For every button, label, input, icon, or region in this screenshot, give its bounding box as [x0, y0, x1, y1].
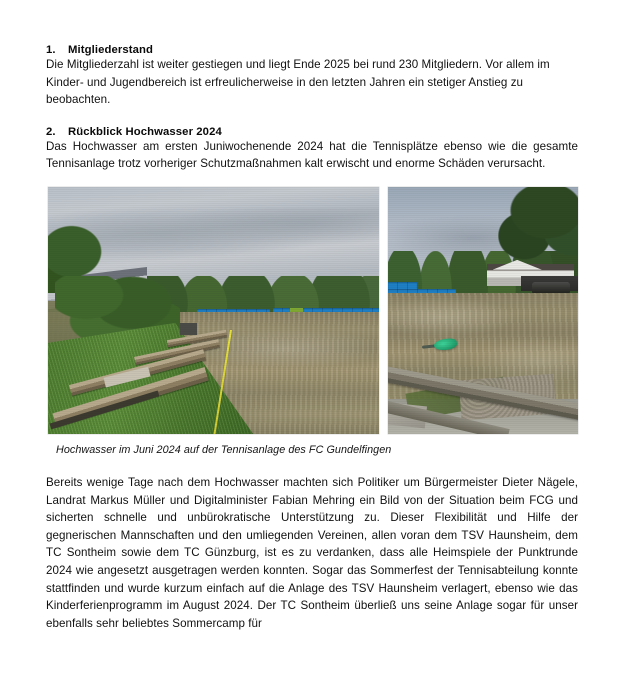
section-2-paragraph-2: Bereits wenige Tage nach dem Hochwasser machten sich Politiker um Bürgermeister Dieter Nägele, Landrat Markus Müller und Digitalminister Fabian Mehring ein Bild von der Situation beim FCG und sicherten schnelle und unbürokratische Unterstützung zu. Dieser Flexibilität und Hilfe der gegnerischen Mannschaften und den umliegenden Vereinen, allen voran dem TSV Haunsheim, dem TC Sontheim sowie dem TC Günzburg, ist es zu verdanken, dass alle Heimspiele der Punktrunde 2024 wie angesetzt ausgetragen werden konnten. Sogar das Sommerfest der Tennisabteilung konnte stattfinden und wurde kurzum einfach auf die Anlage des TSV Haunsheim verlagert, ebenso wie das Kinderferienprogramm im August 2024. Der TC Sontheim überließ uns seine Anlage sogar für unser ebenfalls sehr beliebtes Sommercamp für — [46, 475, 578, 630]
section-heading-2 — [46, 126, 578, 138]
blue-barrier-fence-segment-2 — [388, 282, 417, 289]
section-2-paragraph-1: Das Hochwasser am ersten Juniwochenende 2024 hat die Tennisplätze ebenso wie die gesamte Tennisanlage trotz vorheriger Schutzmaßnahmen kalt erwischt und enorme Schäden verursacht. — [46, 139, 578, 171]
flood-photo-left — [48, 187, 379, 434]
section-number-1: 1. — [46, 44, 56, 56]
figure-caption: Hochwasser im Juni 2024 auf der Tennisanlage des FC Gundelfingen — [56, 443, 392, 456]
section-spacer-1 — [46, 109, 578, 126]
section-title-1: Mitgliederstand — [68, 44, 153, 56]
document-page — [46, 0, 578, 675]
caption-spacer — [46, 456, 578, 474]
section-title-2: Rückblick Hochwasser 2024 — [68, 125, 222, 138]
section-1-paragraph-1: Die Mitgliederzahl ist weiter gestiegen und liegt Ende 2025 bei rund 230 Mitgliedern. Vor allem im Kinder- und Jugendbereich ist erfreulicherweise in den letzten Jahren ein stetiger Anstieg zu beobachten. — [46, 58, 550, 107]
flood-figure — [46, 187, 578, 435]
section-heading-1 — [46, 44, 578, 56]
page-top-spacer — [46, 0, 578, 44]
section-number-2: 2. — [46, 125, 56, 138]
large-tree — [498, 187, 578, 271]
court-equipment — [180, 323, 197, 335]
flood-photo-right — [388, 187, 578, 434]
parked-vehicle — [532, 282, 570, 293]
